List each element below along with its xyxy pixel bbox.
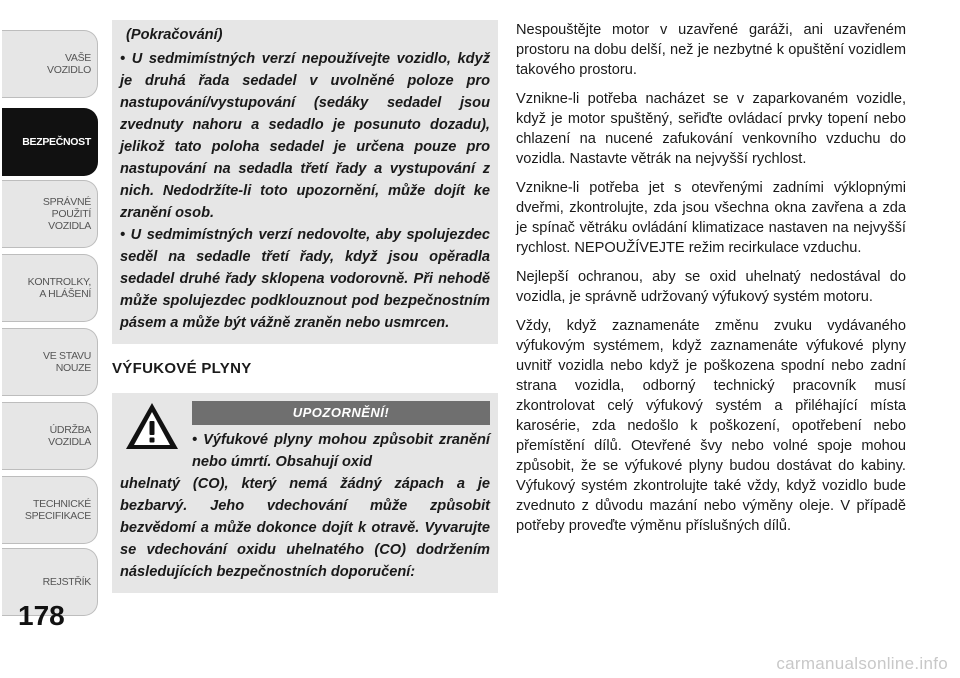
paragraph: Vznikne-li potřeba jet s otevřenými zadními výklopnými dveřmi, zkontrolujte, zda jsou všechna okna zavřena a zda je spínač větráku ovládání klimatizace nastaven na nejvyšší rychlost. NEPOUŽÍVEJTE režim recirkulace vzduchu. [516,180,906,256]
left-column [112,20,498,593]
tab-udrzba-vozidla[interactable]: ÚDRŽBA VOZIDLA [2,402,98,470]
warning-text-rest: uhelnatý (CO), který nemá žádný zápach a je bezbarvý. Jeho vdechování může způsobit bezvědomí a může dokonce dojít k otravě. Vyvarujte se vdechování oxidu uhelnatého (CO) dodržením následujících bezpečnostních doporučení: [120,476,490,580]
tab-kontrolky-a-hlaseni[interactable]: KONTROLKY, A HLÁŠENÍ [2,254,98,322]
tab-rejstrik[interactable]: REJSTŘÍK [2,548,98,616]
warning-bullet: • U sedmimístných verzí nedovolte, aby spolujezdec seděl na sedadle třetí řady, když jsou opěradla sedadel druhé řady sklopena vodorovně. Při nehodě může spolujezdec podklouznout pod bezpečnostním pásem a může být vážně zraněn nebo usmrcen. [120,227,490,331]
tab-technicke-specifikace[interactable]: TECHNICKÉ SPECIFIKACE [2,476,98,544]
warning-box-continued [112,20,498,344]
right-column [516,20,906,545]
paragraph: Vznikne-li potřeba nacházet se v zaparkovaném vozidle, když je motor spuštěný, seřiďte ovládací prvky topení nebo chlazení na nucené zafukování venkovního vzduchu do vozidla. Nastavte větrák na nejvyšší rychlost. [516,91,906,167]
paragraph: Vždy, když zaznamenáte změnu zvuku vydávaného výfukovým systémem, když zaznamenáte výfukové plyny uvnitř vozidla nebo když je poškozena spodní nebo zadní strana vozidla, odborný technický pracovník musí zkontrolovat celý výfukový systém a přiléhající místa karosérie, zda nedošlo k poškození, opotřebení nebo přemístění dílů. Otevřené švy nebo volné spoje mohou způsobit, že se výfukové plyny budou dostávat do kabiny. Výfukový systém zkontrolujte také vždy, když vozidlo bude zvednuto z důvodu mazání nebo výměny oleje. V případě potřeby proveďte výměnu příslušných dílů. [516,318,906,534]
tab-spravne-pouziti-vozidla[interactable]: SPRÁVNÉ POUŽITÍ VOZIDLA [2,180,98,248]
tab-bezpecnost[interactable]: BEZPEČNOST [2,108,98,176]
page-number: 178 [18,600,65,631]
warning-triangle-icon [124,401,180,451]
warning-heading: UPOZORNĚNÍ! [192,401,490,425]
warning-box-exhaust [112,393,498,593]
tab-vase-vozidlo[interactable]: VAŠE VOZIDLO [2,30,98,98]
paragraph: Nejlepší ochranou, aby se oxid uhelnatý nedostával do vozidla, je správně udržovaný výfukový systém motoru. [516,269,906,305]
chapter-tabs [0,0,100,678]
warning-bullet: • U sedmimístných verzí nepoužívejte vozidlo, když je druhá řada sedadel v uvolněné poloze pro nastupování/vystupování (sedáky sedadel jsou zvednuty nahoru a sedadlo je posunuto dozadu), jelikož tato poloha sedadel je určena pouze pro nastupování na sedadla třetí řady a vystupování z nich. Nedodržíte-li toto upozornění, může dojít ke zranění osob. [120,51,490,221]
continued-label: (Pokračování) [126,27,223,43]
paragraph: Nespouštějte motor v uzavřené garáži, ani uzavřeném prostoru na dobu delší, než je nezbytné k opuštění vozidlem takového prostoru. [516,22,906,78]
section-title: VÝFUKOVÉ PLYNY [112,360,252,377]
warning-text-first: • Výfukové plyny mohou způsobit zranění nebo úmrtí. Obsahují oxid [192,432,490,470]
watermark: carmanualsonline.info [776,654,948,673]
tab-ve-stavu-nouze[interactable]: VE STAVU NOUZE [2,328,98,396]
